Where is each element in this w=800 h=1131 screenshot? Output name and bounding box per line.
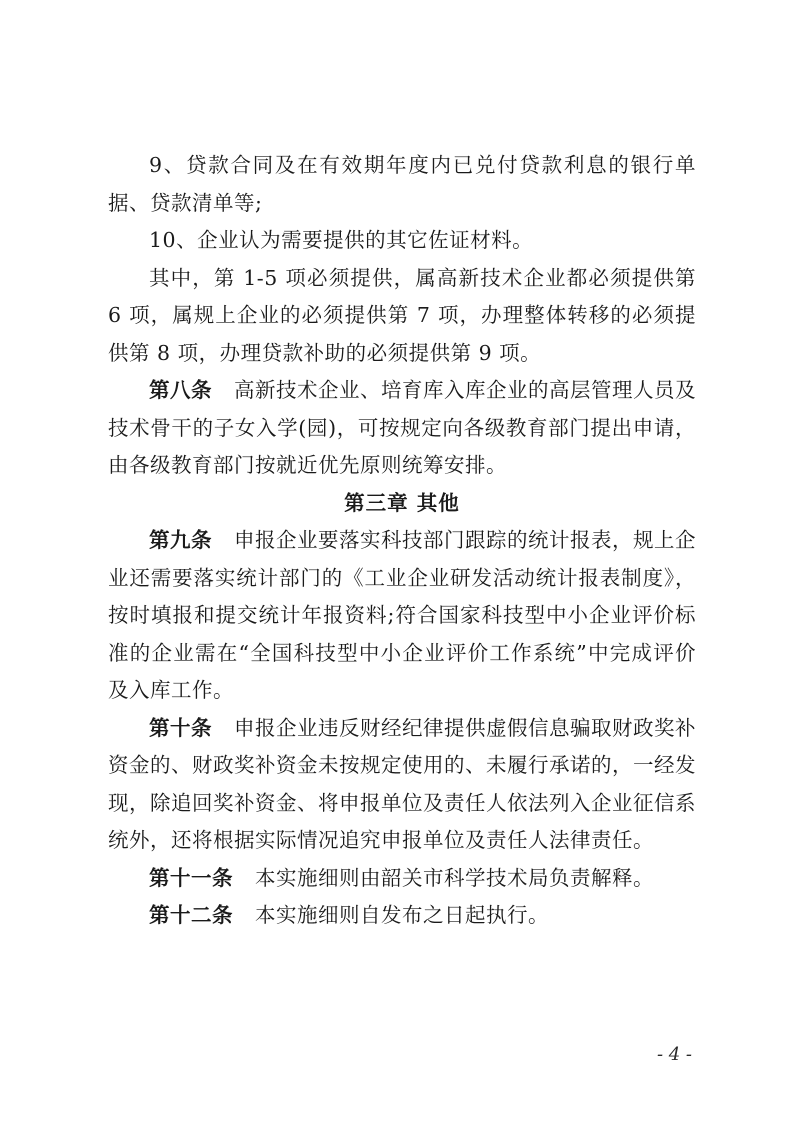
article-10 — [108, 710, 696, 860]
article-8-title: 第八条 — [149, 378, 212, 402]
article-10-title: 第十条 — [149, 715, 212, 740]
page-number: - 4 - — [656, 1044, 692, 1065]
document-body — [108, 147, 696, 935]
item-10-paragraph: 10、企业认为需要提供的其它佐证材料。 — [149, 228, 534, 252]
article-11 — [108, 860, 696, 898]
article-11-text: 本实施细则由韶关市科学技术局负责解释。 — [255, 865, 654, 890]
chapter-3-heading: 第三章 其他 — [344, 490, 460, 515]
article-11-title: 第十一条 — [149, 865, 233, 890]
article-8-text: 高新技术企业、培育库入库企业的高层管理人员及技术骨干的子女入学(园)，可按规定向各级教育部门提出申请，由各级教育部门按就近优先原则统筹安排。 — [108, 378, 696, 477]
required-items-note: 其中，第 1-5 项必须提供，属高新技术企业都必须提供第 6 项，属规上企业的必须提供第 7 项，办理整体转移的必须提供第 8 项，办理贷款补助的必须提供第 9 项。 — [108, 265, 696, 365]
article-12 — [108, 897, 696, 935]
item-9-paragraph: 9、贷款合同及在有效期年度内已兑付贷款利息的银行单据、贷款清单等; — [108, 153, 696, 215]
article-9 — [108, 522, 696, 710]
article-12-text: 本实施细则自发布之日起执行。 — [255, 903, 549, 927]
article-9-title: 第九条 — [149, 528, 212, 552]
article-10-text: 申报企业违反财经纪律提供虚假信息骗取财政奖补资金的、财政奖补资金未按规定使用的、未履行承诺的，一经发现，除追回奖补资金、将申报单位及责任人依法列入企业征信系统外，还将根据实际情况追究申报单位及责任人法律责任。 — [108, 715, 696, 852]
article-9-text: 申报企业要落实科技部门跟踪的统计报表，规上企业还需要落实统计部门的《工业企业研发活动统计报表制度》，按时填报和提交统计年报资料;符合国家科技型中小企业评价标准的企业需在“全国科技型中小企业评价工作系统”中完成评价及入库工作。 — [108, 528, 696, 702]
article-12-title: 第十二条 — [149, 903, 233, 927]
article-8 — [108, 372, 696, 485]
